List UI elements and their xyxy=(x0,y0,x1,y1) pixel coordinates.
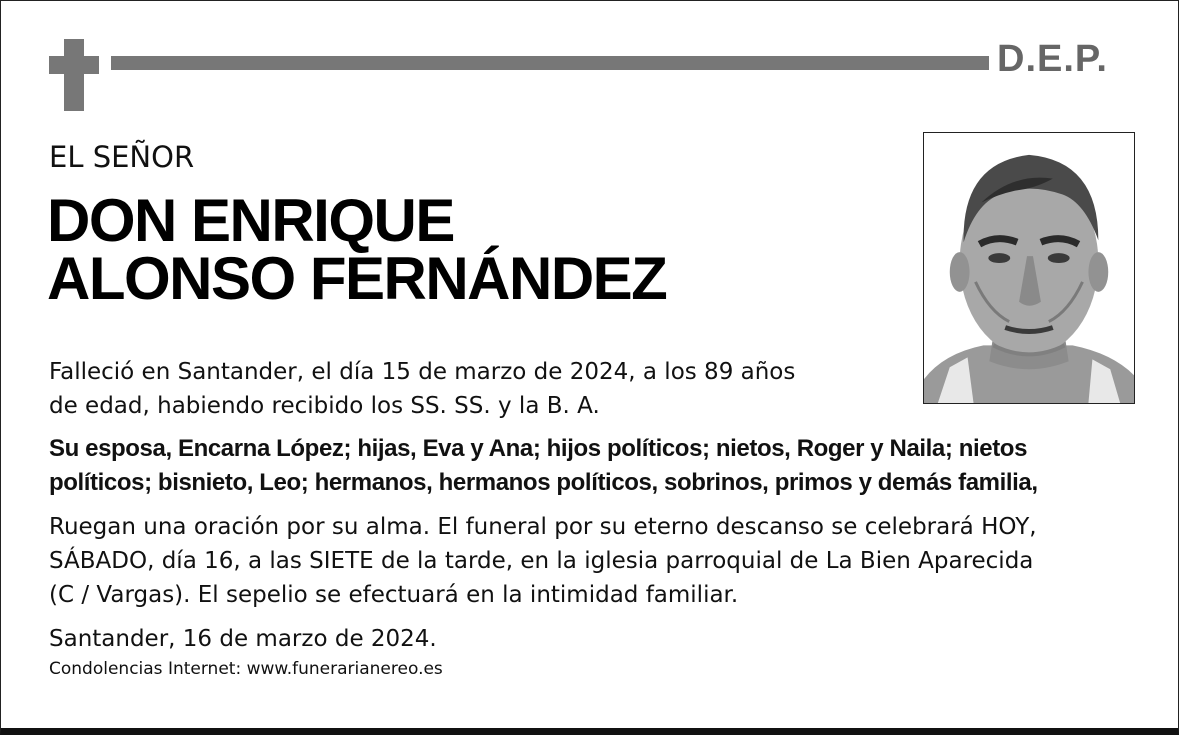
honorific: EL SEÑOR xyxy=(49,140,195,174)
deceased-name xyxy=(47,187,667,312)
name-line-1: DON ENRIQUE xyxy=(47,187,454,254)
death-line-2: de edad, habiendo recibido los SS. SS. y la B. A. xyxy=(49,393,600,419)
portrait-image xyxy=(924,133,1134,403)
death-line-1: Falleció en Santander, el día 15 de marzo de 2024, a los 89 años xyxy=(49,359,796,385)
header-rule xyxy=(111,56,989,70)
family-paragraph xyxy=(49,432,1159,500)
cross-icon xyxy=(49,39,99,111)
condolences-line: Condolencias Internet: www.funerarianereo.es xyxy=(49,659,443,679)
funeral-line-1: Ruegan una oración por su alma. El funeral por su eterno descanso se celebrará HOY, xyxy=(49,514,1037,540)
dep-label: D.E.P. xyxy=(997,38,1108,80)
portrait-photo xyxy=(923,132,1135,404)
funeral-paragraph xyxy=(49,510,1149,612)
family-line-1: Su esposa, Encarna López; hijas, Eva y Ana; hijos políticos; nietos, Roger y Naila; nietos xyxy=(49,435,1028,462)
funeral-line-3: (C / Vargas). El sepelio se efectuará en la intimidad familiar. xyxy=(49,582,739,608)
family-line-2: políticos; bisnieto, Leo; hermanos, hermanos políticos, sobrinos, primos y demás familia, xyxy=(49,469,1038,496)
death-paragraph xyxy=(49,355,869,423)
name-line-2: ALONSO FERNÁNDEZ xyxy=(47,245,667,312)
funeral-line-2: SÁBADO, día 16, a las SIETE de la tarde, en la iglesia parroquial de La Bien Aparecida xyxy=(49,548,1034,574)
place-date: Santander, 16 de marzo de 2024. xyxy=(49,626,437,652)
